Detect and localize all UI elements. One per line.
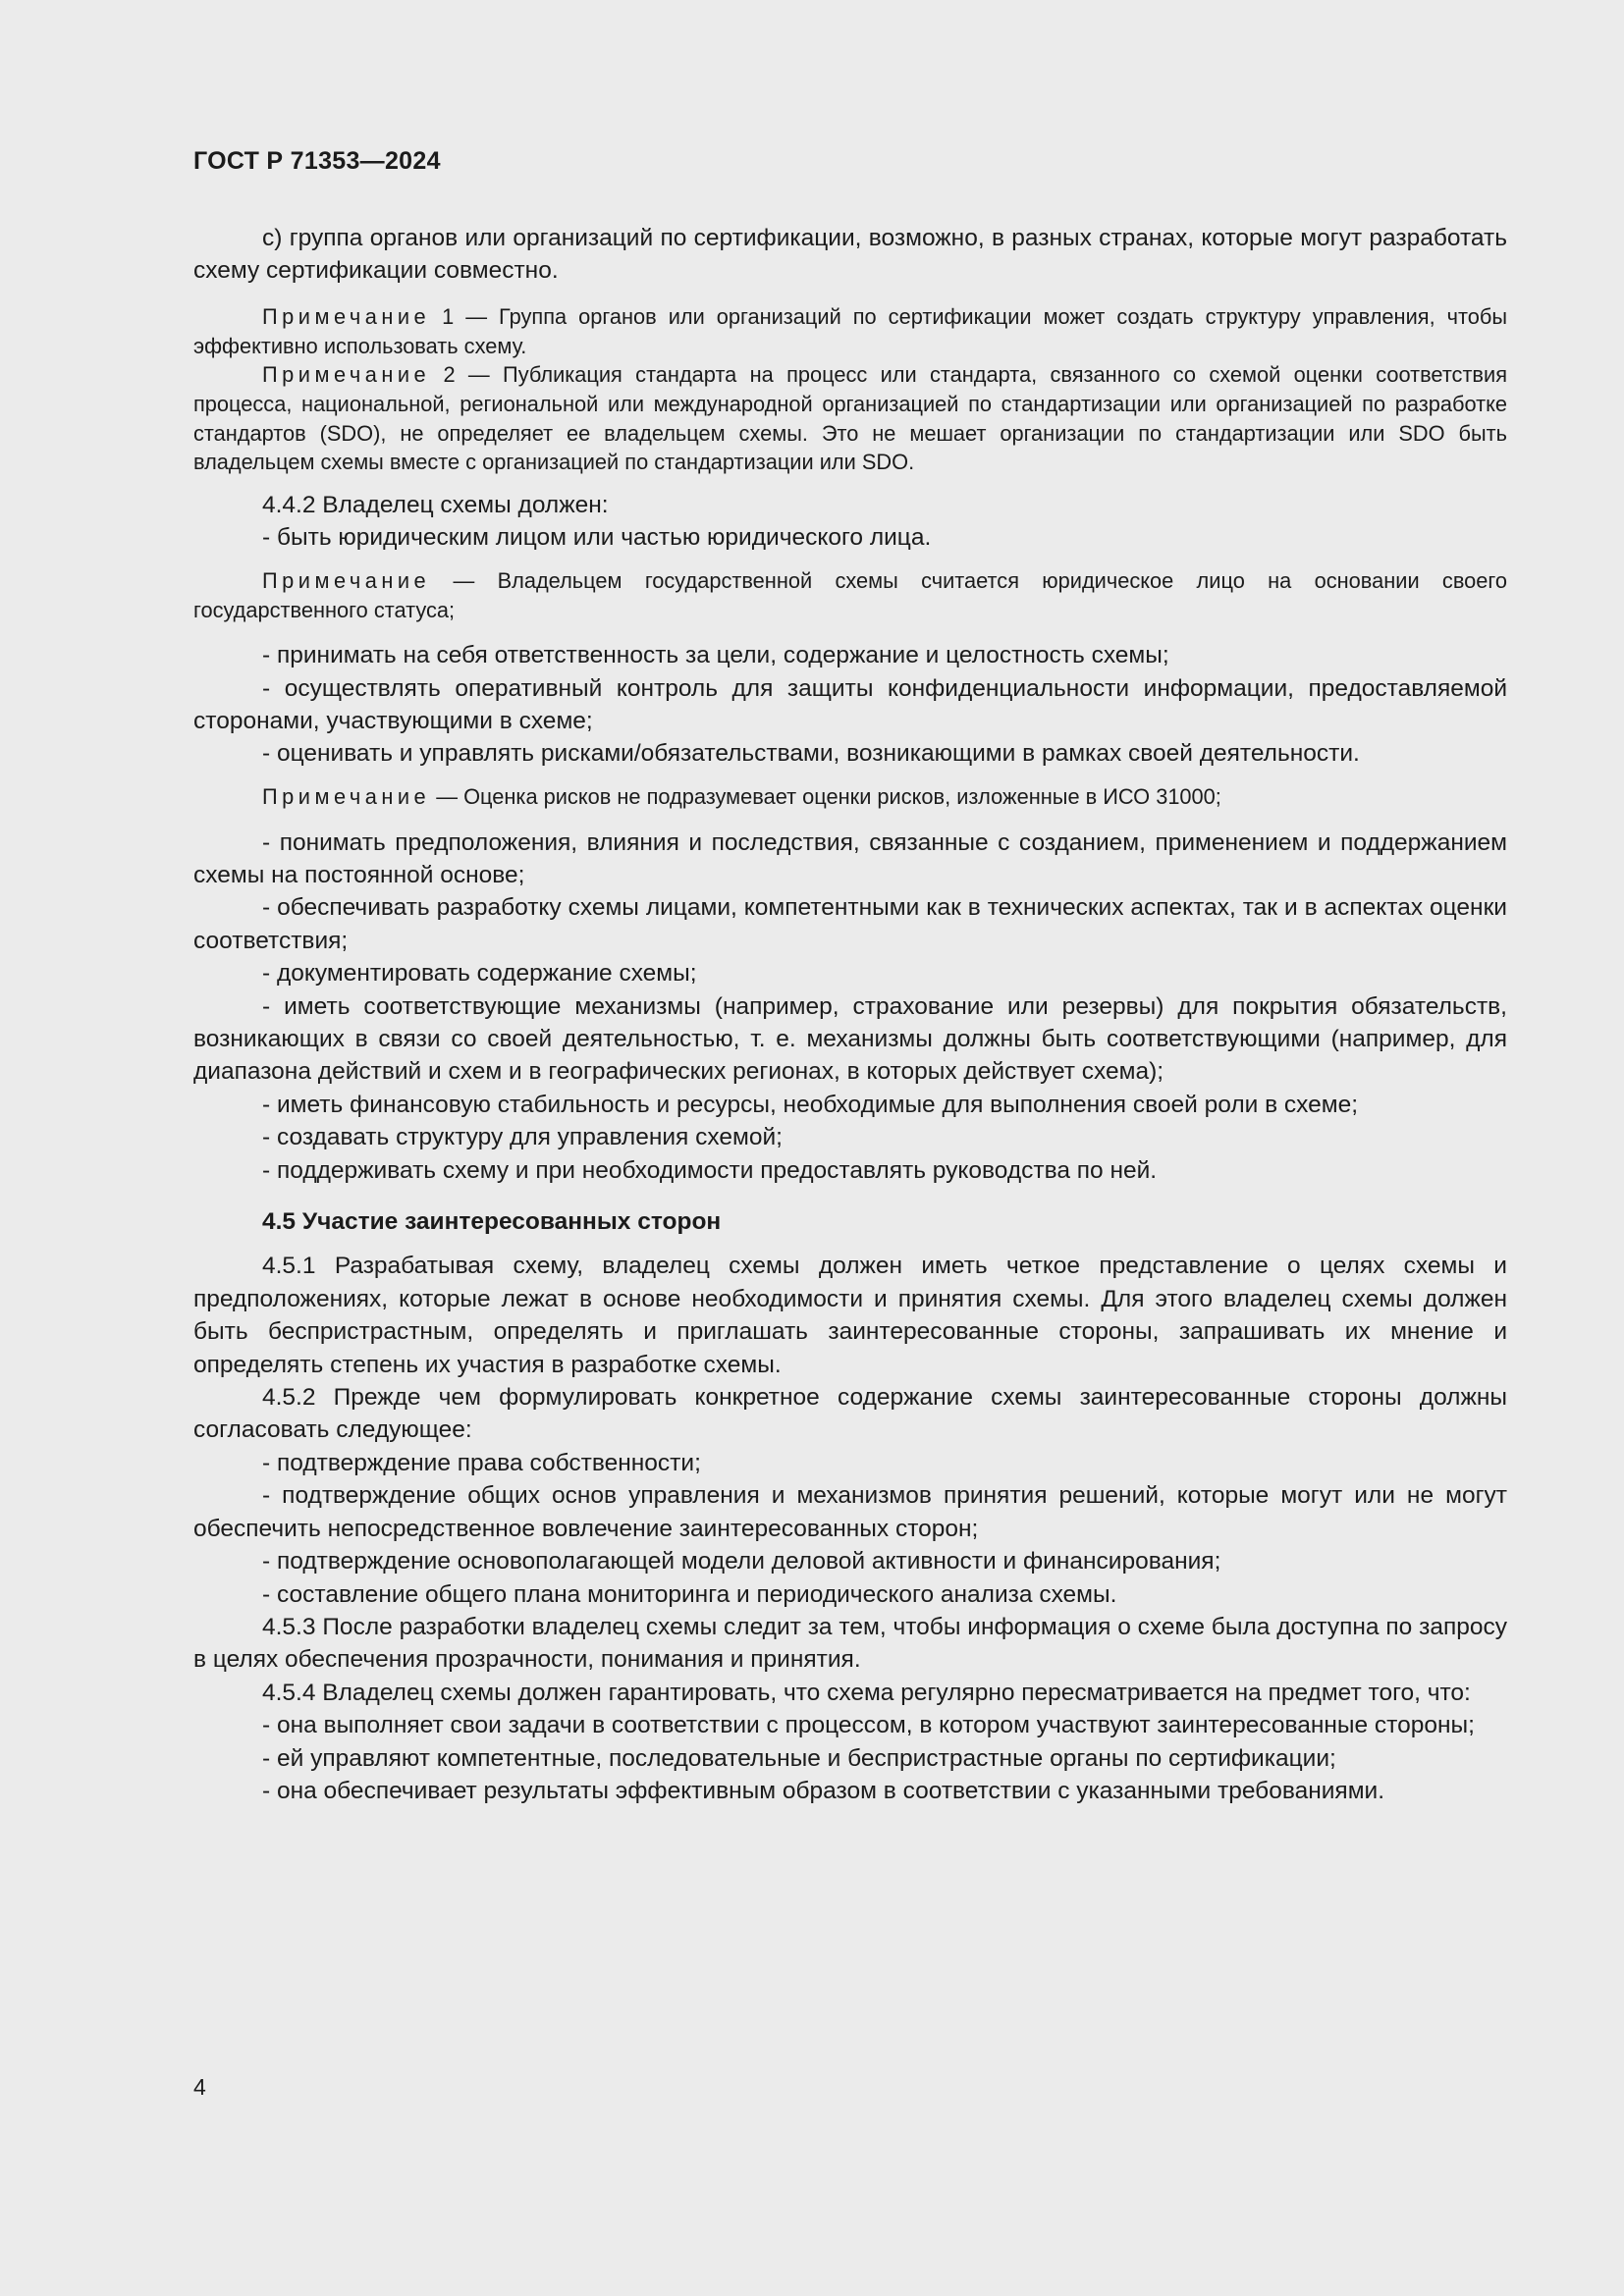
bullet-responsibility: - принимать на себя ответственность за цели, содержание и целостность схемы; [262,642,1169,669]
bullet-legal-entity: - быть юридическим лицом или частью юридического лица. [262,524,932,552]
bullet-tasks: - она выполняет свои задачи в соответствии с процессом, в котором участвуют заинтересованные стороны; [262,1712,1475,1739]
clause-4-5-3: 4.5.3 После разработки владелец схемы следит за тем, чтобы информация о схеме была доступна по запросу в целях обеспечения прозрачности, понимания и принятия. [193,1613,1507,1674]
bullet-model: - подтверждение основополагающей модели деловой активности и финансирования; [262,1548,1221,1575]
clause-4-5-4: 4.5.4 Владелец схемы должен гарантировать, что схема регулярно пересматривается на предмет того, что: [262,1679,1471,1706]
bullet-support: - поддерживать схему и при необходимости предоставлять руководства по ней. [262,1156,1158,1184]
bullet-document: - документировать содержание схемы; [262,960,697,988]
bullet-managed: - ей управляют компетентные, последовательные и беспристрастные органы по сертификации; [262,1744,1336,1772]
document-body [193,222,1507,1807]
bullet-finance: - иметь финансовую стабильность и ресурсы, необходимые для выполнения своей роли в схеме; [262,1091,1359,1118]
bullet-governance: - подтверждение общих основ управления и механизмов принятия решений, которые могут или не могут обеспечить непосредственное вовлечение заинтересованных сторон; [193,1482,1507,1542]
list-item-c: с) группа органов или организаций по сертификации, возможно, в разных странах, которые могут разработать схему сертификации совместно. [193,225,1507,285]
bullet-results: - она обеспечивает результаты эффективным образом в соответствии с указанными требованиями. [262,1777,1385,1804]
note-2 [193,360,1507,477]
note-text: 1 — Группа органов или организаций по сертификации может создать структуру управления, чтобы эффективно использовать схему. [193,303,1507,358]
clause-4-4-2: 4.4.2 Владелец схемы должен: [262,492,609,519]
bullet-property: - подтверждение права собственности; [262,1449,701,1476]
bullet-plan: - составление общего плана мониторинга и периодического анализа схемы. [262,1580,1117,1608]
note-text: — Владельцем государственной схемы считается юридическое лицо на основании своего государственного статуса; [193,567,1507,622]
note-label: Примечание [262,567,431,593]
note-label: Примечание [262,303,431,329]
note-label: Примечание [262,362,431,388]
note-text: — Оценка рисков не подразумевает оценки рисков, изложенные в ИСО 31000; [430,783,1221,809]
clause-4-5-1: 4.5.1 Разрабатывая схему, владелец схемы должен иметь четкое представление о целях схемы и предположениях, которые лежат в основе необходимости и принятия схемы. Для этого владелец схемы должен быть беспристрастным, определять и приглашать заинтересованные стороны, запрашивать их мнение и определять степень их участия в разработке схемы. [193,1253,1507,1378]
section-heading-4-5: 4.5 Участие заинтересованных сторон [262,1208,722,1236]
note-3 [193,566,1507,624]
document-header: ГОСТ Р 71353—2024 [193,147,441,175]
bullet-control: - осуществлять оперативный контроль для защиты конфиденциальности информации, предоставляемой сторонами, участвующими в схеме; [193,674,1507,735]
bullet-understand: - понимать предположения, влияния и последствия, связанные с созданием, применением и поддержанием схемы на постоянной основе; [193,828,1507,888]
bullet-develop: - обеспечивать разработку схемы лицами, компетентными как в технических аспектах, так и в аспектах оценки соответствия; [193,894,1507,954]
note-4 [193,782,1507,812]
bullet-mechanisms: - иметь соответствующие механизмы (например, страхование или резервы) для покрытия обязательств, возникающих в связи со своей деятельностью, т. е. механизмы должны быть соответствующими (например, для диапазона действий и схем и в географических регионах, в которых действует схема); [193,992,1507,1086]
page-number: 4 [193,2074,206,2100]
clause-4-5-2: 4.5.2 Прежде чем формулировать конкретное содержание схемы заинтересованные стороны должны согласовать следующее: [193,1384,1507,1444]
bullet-risks: - оценивать и управлять рисками/обязательствами, возникающими в рамках своей деятельности. [262,740,1360,768]
note-1 [193,302,1507,360]
note-text: 2 — Публикация стандарта на процесс или стандарта, связанного со схемой оценки соответствия процесса, национальной, региональной или международной организацией по стандартизации или организацией по разработке стандартов (SDO), не определяет ее владельцем схемы. Это не мешает организации по стандартизации или SDO быть владельцем схемы вместе с организацией по стандартизации или SDO. [193,362,1507,475]
bullet-structure: - создавать структуру для управления схемой; [262,1124,783,1151]
note-label: Примечание [262,783,431,809]
